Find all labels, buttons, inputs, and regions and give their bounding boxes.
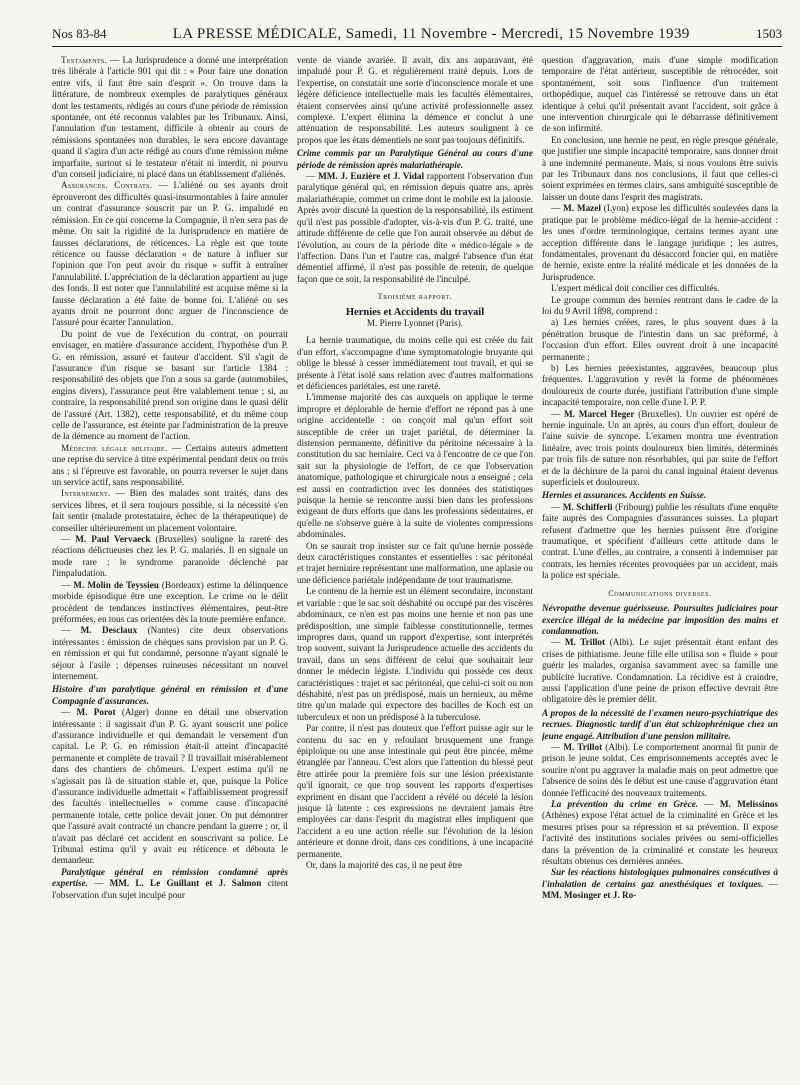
paragraph: a) Les hernies créées, rares, le plus souvent dues à la pénétration brusque de l'intestin dans un sac préformé, à l'occasion d'un effort. Elles ouvrent droit à une incapacité permanente ; — [542, 317, 778, 362]
paragraph: L'immense majorité des cas auxquels on applique le terme impropre et déplorable de hernie d'effort ne répond pas à une origine accidentelle : on conçoit mal qu'un effort soit susceptible de créer un trajet pariétal, de déterminer la distension permanente, définitive du péritoine nécessaire à la constitution du sac herniaire. Ceci va à l'encontre de ce que l'on sait sur la physiologie de l'effort, de ce que l'observation anatomique, pathologique et chirurgicale nous a enseigné ; cela est aussi en contradiction avec les données des statistiques puisque la hernie se rencontre aussi bien dans les professions exigeant de durs efforts que dans les professions sédentaires, et qu'elle ne s'observe guère à la suite de violentes compressions abdominales. — [297, 392, 533, 540]
column-2 — [297, 55, 533, 1085]
paragraph: b) Les hernies préexistantes, aggravées, beaucoup plus fréquentes. L'aggravation y revêt la forme de phénomènes douloureux de courte durée, justifiant l'attribution d'une simple incapacité temporaire, non celle d'une I. P. P. — [542, 362, 778, 408]
paragraph: — M. Trillot (Albi). Le comportement anormal fit punir de prison le jeune soldat. Ces emprisonnements acceptés avec le sourire n'ont pu aggraver la maladie mais on peut admettre que l'absence de soins dès le début est une cause d'aggravation étant donnée l'efficacité des nouveaux traitements. — [542, 741, 778, 798]
issue-number: Nos 83-84 — [52, 26, 107, 41]
article-title: Hernies et Accidents du travail — [345, 306, 485, 318]
paragraph: Le contenu de la hernie est un élément secondaire, inconstant et variable : que le sac soit déshabité ou occupé par des viscères abdominaux, ce n'en est pas moins une hernie et non pas une prédisposition, une simple faiblesse constitutionnelle, termes impropres dans, quand un rapport d'expertise, sont interprétés trop souvent, suivant la Jurisprudence actuelle des accidents du travail, dans un sens différent de celui que souhaitait leur donner le médecin légiste. L'individu qui possède ces deux caractéristiques : trajet et sac péritonéal, que celui-ci soit ou non déshabité, n'est pas un prédisposé, mais un hernieux, au même titre qu'un malade qui expectore des bacilles de Koch est un tuberculeux et non un prédisposé à la tuberculose. — [297, 586, 533, 722]
paragraph: On se saurait trop insister sur ce fait qu'une hernie possède deux caractéristiques constantes et essentielles : sac péritonéal et trajet herniaire représentant une malformation, une aplasie ou une déficience pariétale indépendante de tout traumatisme. — [297, 540, 533, 585]
journal-title: LA PRESSE MÉDICALE, Samedi, 11 Novembre - Mercredi, 15 Novembre 1939 — [172, 26, 690, 42]
paragraph: — M. Trillot (Albi). Le sujet présentait étant enfant des crises de pithiatisme. Jeune fille elle utilisa son « fluide » pour guérir les malades, organisa savamment avec sa famille une publicité lucrative. Condamnation. La récidive est à craindre, aussi l'application d'une peine de prison effective devrait être obligatoire dès le premier délit. — [542, 637, 778, 705]
paragraph: — MM. J. Euzière et J. Vidal rapportent l'observation d'un paralytique général qui, en rémission depuis quatre ans, après malariathérapie, commet un crime dont le mobile est la jalousie. Après avoir discuté la question de la responsabilité, ils estiment qu'il n'est pas possible d'adopter, vis-à-vis d'un P. G. traité, une attitude différente de celle que l'on aurait observée au début de l'évolution, au cours de la période dite « médico-légale » de l'affection. Dans l'un et l'autre cas, malgré l'absence d'un état démentiel affirmé, il n'est pas possible de retenir, de quelque façon que ce soit, la responsabilité de l'inculpé. — [297, 171, 533, 284]
section-label: Communications diverses. — [608, 588, 712, 598]
paragraph: Assurances. Contrats. — L'aliéné ou ses ayants droit éprouveront des difficultés quasi-insurmontables à faire annuler un contrat d'assurance souscrit par un P. G. impaludé en rémission. En ce qui concerne la Compagnie, il n'en sera pas de même. On sait la rigidité de la Jurisprudence en matière de fausses déclarations, de réticences. La règle est que toute réticence ou fausse déclaration « de nature à influer sur l'opinion que l'on peut avoir du risque » suffit à entraîner l'annulabilité. L'appréciation de la déclaration appartient au juge des fonds. Il est noter que l'annulabilité est acquise même si la fausse déclaration a été faite de bonne foi. L'aliéné ou ses ayants droit ne pourront donc arguer de l'inconscience de l'assuré pour écarter l'annulation. — [52, 180, 288, 328]
paragraph: Paralytique général en rémission condamné après expertise. — MM. L. Le Guillant et J. Salmon citent l'observation d'un sujet inculpé pour — [52, 866, 288, 900]
section-heading: Névropathe devenue guérisseuse. Poursuites judiciaires pour exercice illégal de la médecine par imposition des mains et condamnation. — [542, 603, 778, 636]
paragraph: vente de viande avariée. Il avait, dix ans auparavant, été impaludé pour P. G. et régulièrement traité depuis. Lors de l'expertise, on constatait une sorte d'inconscience morale et une légère déficience intellectuelle mais les facultés élémentaires, étaient conservées ainsi qu'une activité professionnelle assez complexe. L'expert élimina la démence et conclut à une atténuation de responsabilité. Les auteurs soulignent à ce propos que les états démentiels ne sont pas toujours définitifs. — [297, 55, 533, 145]
paragraph: Internement. — Bien des malades sont traités, dans des services libres, et il sera toujours possible, si la nécessité s'en fait sentir (malade protestataire, échec de la thérapeutique) de conseiller ultérieurement un placement volontaire. — [52, 488, 288, 533]
report-label: Troisième rapport. — [377, 292, 453, 302]
paragraph: Or, dans la majorité des cas, il ne peut être — [306, 860, 463, 871]
column-3 — [542, 55, 778, 1085]
paragraph: — M. Desclaux (Nantes) cite deux observations intéressantes : émission de chèques sans provision par un P. G. en rémission et qui fut condamné, personne n'ayant signalé le séjour à l'asile ; dépenses ruineuses nécessitant un nouvel internement. — [52, 625, 288, 681]
section-heading: A propos de la nécessité de l'examen neuro-psychiatrique des recrues. Diagnostic tardif d'un état schizophrénique chez un jeune engagé. Attribution d'une pension militaire. — [542, 707, 778, 741]
paragraph: question d'aggravation, mais d'une simple modification temporaire de l'état antérieur, susceptible de rétrocéder, soit spontanément, soit sous l'influence d'un traitement orthopédique, auquel cas l'intéressé se retrouve dans un état identique à celui qu'il présentait avant l'accident, soit grâce à une intervention chirurgicale qui le débarrasse définitivement de son infirmité. — [542, 55, 778, 134]
paragraph: — M. Mazel (Lyon) expose les difficultés soulevées dans la pratique par le problème médico-légal de la hernie-accident : les unes d'ordre terminologique, certains termes ayant une acception différente dans le langage juridique ; les autres, fondamentales, provenant du désaccord foncier qui, en matière de hernie, existe entre la réalité médicale et les données de la Jurisprudence. — [542, 203, 778, 282]
paragraph: Du point de vue de l'exécution du contrat, on pourrait envisager, en matière d'assurance accident, l'hypothèse d'un P. G. en rémission, assuré et fauteur d'accident. S'il s'agit de l'assurance d'un risque se basant sur l'article 1384 : responsabilité des objets que l'on a sous sa garde (automobiles, engins divers), l'assurance peut être valablement tenue ; si, au contraire, la responsabilité prend son origine dans le quasi délit de l'assuré (Art. 1382), cette responsabilité, et du même coup celle de l'assurance, est éteinte par l'administration de la preuve de la démence au moment de l'action. — [52, 328, 288, 442]
column-1 — [52, 55, 288, 1085]
paragraph: L'expert médical doit concilier ces difficultés. — [551, 283, 720, 294]
paragraph: — M. Paul Vervaeck (Bruxelles) souligne la rareté des réactions délictueuses chez les P. G. malariés. Il en signale un mode rare : le syndrome paranoïde déclenché par l'impaludation. — [52, 534, 288, 579]
paragraph: Testaments. — La Jurisprudence a donné une interprétation très libérale à l'article 901 qui dit : « Pour faire une donation entre vifs, il faut être sain d'esprit ». On trouve dans la littérature, de nombreux exemples de paralytiques généraux dont les testaments, rédigés au cours d'une période de rémission spontanée, ont été reconnus valables par les Tribunaux. Ainsi, l'annulation d'un testament, difficile à obtenir au cours de rémissions spontanées non durables, le sera encore davantage quand il s'agira d'un acte rédigé au cours d'une rémission même imparfaite, surtout si le testateur n'était ni interdit, ni pourvu d'un conseil judiciaire, ni placé dans un établissement d'aliénés. — [52, 55, 288, 180]
paragraph: — M. Porot (Alger) donne en détail une observation intéressante : il sagissait d'un P. G. ayant souscrit une police d'assurance individuelle et qui demandait le versement d'un capital. Le P. G. en rémission était-il atteint d'incapacité permanente et complète de travail ? Il travaillait misérablement dans des chantiers de chômeurs. L'expert estima qu'il ne s'agissait pas là de situation stable et, que, puisque la Police d'assurance individuelle admettait « l'affaiblissement progressif des facultés intellectuelles » comme cause d'incapacité permanente totale, cette police devait jouer. On put démontrer que l'assuré avait contracté un chancre pendant la guerre ; or, il n'avait pas déclaré cet accident en souscrivant sa police. Le Tribunal estima qu'il y avait eu réticence et débouta le demandeur. — [52, 707, 288, 866]
text-columns — [52, 55, 782, 1085]
paragraph: La prévention du crime en Grèce. — M. Melissinos (Athènes) expose l'état actuel de la criminalité en Grèce et les mesures prises pour sa répression et sa prévention. Il expose l'activité des institutions sociales privées ou semi-officielles dans la prévention de la criminalité et constate les heureux résultats obtenus ces dernières années. — [542, 799, 778, 867]
paragraph: — M. Marcel Heger (Bruxelles). Un ouvrier est opéré de hernie inguinale. Un an après, au cours d'un effort, douleur de l'aine suivie de syncope. L'examen montra une éventration linéaire, avec trois points douloureux bien limités, déterminés par trois fils de suture non résorbables, qui par suite de l'effort et de la déchirure de la paroi du canal inguinal étaient devenus superficiels et douloureux. — [542, 408, 778, 488]
article-author: M. Pierre Lyonnet (Paris). — [366, 317, 464, 328]
page-header — [52, 26, 782, 47]
paragraph: En conclusion, une hernie ne peut, en règle presque générale, que justifier une simple incapacité temporaire, sans donner droit à une indemnité permanente. Mais, si nous voulons être suivis par les Tribunaux dans nos conclusions, il faut que celles-ci soient exprimées en termes clairs, sans ambiguïté susceptible de laisser un doute dans l'esprit des magistrats. — [542, 134, 778, 202]
paragraph: Médecine légale militaire. — Certains auteurs admettent une reprise du service à titre expérimental pendant deux ou trois ans ; si l'épreuve est favorable, on pourra reverser le sujet dans un service actif, sans responsabilité. — [52, 442, 288, 488]
paragraph: Sur les réactions histologiques pulmonaires consécutives à l'inhalation de certains gaz anesthésiques et toxiques. — MM. Mosinger et J. Ro- — [542, 867, 778, 901]
page-number: 1503 — [756, 26, 782, 41]
section-heading: Hernies et assurances. Accidents en Suisse. — [542, 490, 707, 501]
section-heading: Crime commis par un Paralytique Général au cours d'une période de rémission après malariathérapie. — [297, 148, 533, 170]
paragraph: — M. Molin de Teyssieu (Bordeaux) estime la délinquence morbide épisodique être une exception. Le crime ou le délit procèdent de tendances instinctives élémentaires, peut-être préformées, en tous cas orientées dès la toute première enfance. — [52, 579, 288, 624]
paragraph: Le groupe commun des hernies rentrant dans le cadre de la loi du 9 Avril 1898, comprend : — [542, 294, 778, 316]
paragraph: Par contre, il n'est pas douteux que l'effort puisse agir sur le contenu du sac en y refoulant brusquement une frange épiploïque ou une anse intestinale qui peut être pincée, même étranglée par l'anneau. C'est alors que l'attention du blessé peut être attirée pour la première fois sur une lésion préexistante qu'il ignorait, ce que trop souvent les rapports d'expertises expriment en disant que l'accident a révélé ou décelé la lésion jusque là latente : ces expressions ne devraient jamais être employées car dans l'esprit du magistrat elles impliquent que l'accident a eu une action réelle sur l'évolution de la lésion antérieure et donne droit, dans ces conditions, à une incapacité permanente. — [297, 723, 533, 859]
section-heading: Histoire d'un paralytique général en rémission et d'une Compagnie d'assurances. — [52, 684, 288, 706]
paragraph: La hernie traumatique, du moins celle qui est créée du fait d'un effort, s'accompagne d'une symptomatologie bruyante qui oblige le blessé à cesser immédiatement tout travail, et qui se présente à l'état isolé sans relation avec d'autres malformations et déficiences pariétales, est une rareté. — [297, 335, 533, 391]
paragraph: — M. Schifferli (Fribourg) publie les résultats d'une enquête faite auprès des Compagnies d'assurances suisses. La plupart refusent d'admettre que les hernies puissent être d'origine traumatique, et spécifient d'ailleurs cette attitude dans le contrat. L'une d'elles, au contraire, a consenti à indemniser par contrats, les hernies récentes provoquées par un accident, mais la police est spéciale. — [542, 501, 778, 581]
